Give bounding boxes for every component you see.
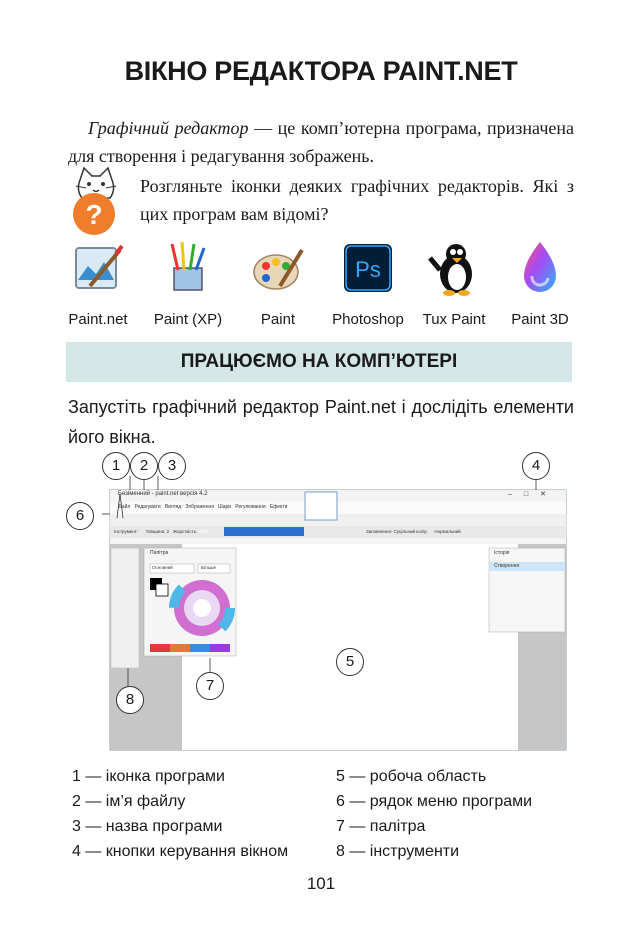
callout-3: 3 (158, 452, 186, 480)
app-paint (230, 240, 326, 328)
intro-term: Графічний редактор (88, 118, 249, 138)
width-label: Товщина: (145, 529, 166, 534)
menu-item[interactable]: Редагувати (134, 504, 161, 510)
callout-8: 8 (116, 686, 144, 714)
width-value[interactable]: 2 (166, 529, 170, 534)
instruction-text: Запустіть графічний редактор Paint.net і дослідіть елементи його вікна. (68, 397, 574, 447)
legend-item: 6 — рядок меню програми (336, 793, 533, 810)
menu-item[interactable]: Шари (218, 504, 232, 510)
tool-options-bar (114, 529, 207, 534)
app-photoshop (320, 240, 416, 328)
palette-panel-title: Палітра (150, 550, 169, 556)
legend-item: 8 — інструменти (336, 843, 460, 860)
app-label: Photoshop (332, 311, 404, 328)
photoshop-glyph: Ps (355, 257, 381, 282)
app-icons-row (62, 240, 582, 332)
menu-item[interactable]: Файл (118, 504, 131, 510)
app-tux-paint (406, 240, 502, 328)
legend-item: 5 — робоча область (336, 768, 487, 785)
legend-item: 3 — назва програми (72, 818, 223, 835)
callout-5: 5 (336, 648, 364, 676)
callout-6: 6 (66, 502, 94, 530)
paint-net-icon (70, 240, 126, 296)
palette-more-label[interactable]: Більше (201, 565, 217, 570)
paint-net-screenshot (62, 448, 582, 758)
question-text: Розгляньте іконки деяких графічних редакторів. Які з цих програм вам відомі? (140, 176, 574, 224)
blend-mode[interactable]: Нормальний (434, 529, 461, 534)
legend-left (72, 764, 288, 864)
menu-item[interactable]: Вигляд (164, 504, 182, 510)
intro-text: — це комп’ютерна програма, призначена для створення і редагування зображень. (68, 118, 574, 166)
history-panel-title: Історія (494, 550, 510, 556)
paint-palette-icon (250, 240, 306, 296)
cat-question-icon (66, 166, 126, 238)
fill-label: Заповнення: (366, 529, 393, 534)
app-paint-3d (492, 240, 588, 328)
paint-3d-icon (512, 240, 568, 296)
hardness-value[interactable]: 75% (198, 529, 208, 534)
fill-options (366, 529, 461, 534)
window-title-bar: Безіменний - paint.net версія 4.2 (118, 491, 208, 497)
page-number: 101 (306, 874, 336, 893)
app-label: Paint.net (68, 311, 128, 328)
section-heading: ПРАЦЮЄМО НА КОМП’ЮТЕРІ (66, 342, 572, 382)
palette-primary-label[interactable]: Основний (152, 565, 173, 570)
callout-7: 7 (196, 672, 224, 700)
tool-label: Інструмент: (114, 529, 139, 534)
app-label: Paint 3D (511, 311, 569, 328)
intro-paragraph (68, 114, 574, 170)
menu-bar (118, 504, 287, 510)
app-label: Paint (260, 311, 296, 328)
history-item[interactable]: Створення (494, 563, 520, 569)
app-paint-net (50, 240, 146, 328)
photoshop-icon (340, 240, 396, 296)
callout-2: 2 (130, 452, 158, 480)
menu-item[interactable]: Ефекти (269, 504, 288, 510)
legend-item: 4 — кнопки керування вікном (72, 843, 289, 860)
menu-item[interactable]: Зображення (185, 504, 214, 510)
legend-right (336, 764, 532, 864)
paint-xp-icon (160, 240, 216, 296)
legend-item: 2 — ім’я файлу (72, 793, 186, 810)
callout-1: 1 (102, 452, 130, 480)
window-control-buttons: –□✕ (508, 491, 558, 498)
menu-item[interactable]: Регулювання (235, 504, 266, 510)
tux-paint-icon (426, 240, 482, 296)
legend-item: 1 — іконка програми (72, 768, 225, 785)
svg-text:?: ? (85, 199, 103, 230)
callout-4: 4 (522, 452, 550, 480)
app-label: Tux Paint (422, 311, 486, 328)
fill-value[interactable]: Суцільний колір (393, 529, 427, 534)
app-paint-xp (140, 240, 236, 328)
hardness-label: Жорсткість: (172, 529, 198, 534)
page-title: ВІКНО РЕДАКТОРА PAINT.NET (124, 56, 518, 86)
app-label: Paint (XP) (153, 311, 223, 328)
legend-item: 7 — палітра (336, 818, 426, 835)
